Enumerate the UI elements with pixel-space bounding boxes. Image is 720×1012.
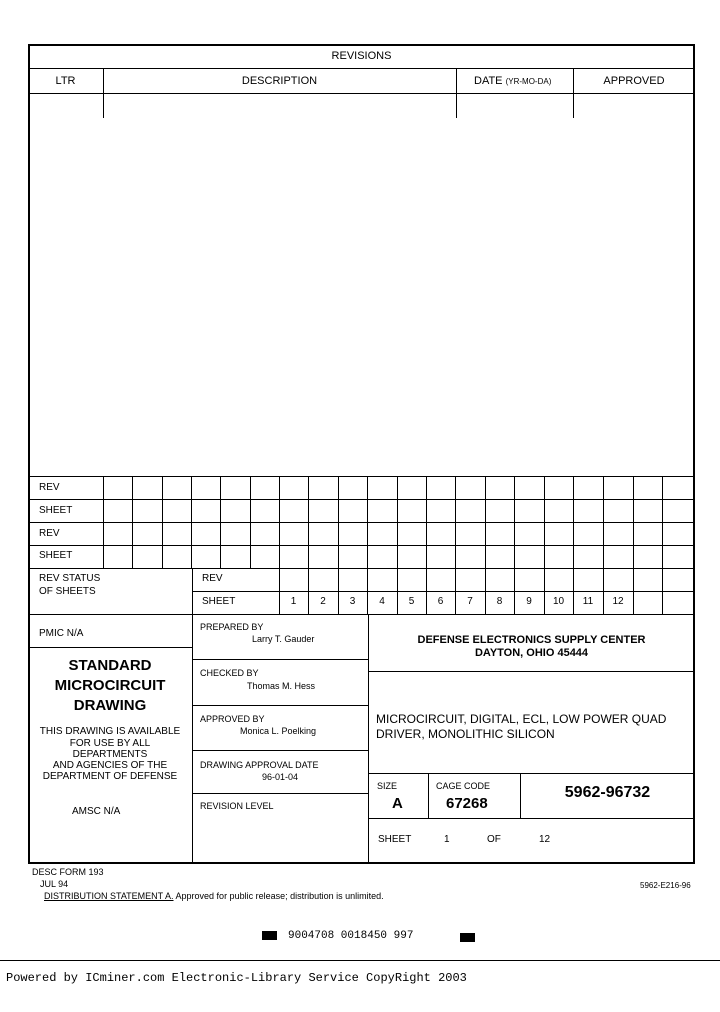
prepared-by-name: Larry T. Gauder	[252, 634, 315, 644]
grid-vline	[455, 568, 456, 614]
sheet-number-10: 10	[552, 596, 565, 607]
powered-by: Powered by ICminer.com Electronic-Library Service CopyRight 2003	[6, 971, 467, 985]
sig-divider-2	[192, 705, 368, 706]
pmic-label: PMIC N/A	[39, 628, 84, 639]
col-approved: APPROVED	[603, 75, 665, 87]
size-cage-divider	[428, 773, 429, 818]
grid-vline	[338, 476, 339, 568]
form-number: DESC FORM 193	[32, 867, 104, 877]
checked-by-label: CHECKED BY	[200, 668, 259, 678]
distribution-statement	[44, 891, 384, 901]
title-left-divider	[192, 614, 193, 864]
sig-divider-1	[192, 659, 368, 660]
grid-vline	[220, 476, 221, 568]
sheet-number-5: 5	[408, 596, 415, 607]
grid-vline	[633, 476, 634, 568]
grid-sheet-label-3: SHEET	[202, 596, 236, 607]
grid-vline	[455, 476, 456, 568]
availability-line5: DEPARTMENT OF DEFENSE	[42, 771, 178, 782]
barcode-text: 9004708 0018450 997	[288, 930, 414, 942]
sheet-number-8: 8	[496, 596, 503, 607]
standard-title-line3: DRAWING	[73, 697, 147, 714]
grid-rev-label-3: REV	[202, 573, 223, 584]
checked-by-name: Thomas M. Hess	[247, 681, 316, 691]
grid-vline	[426, 476, 427, 568]
revisions-title: REVISIONS	[331, 50, 392, 62]
grid-hline	[28, 499, 695, 500]
sheet-number-1: 1	[290, 596, 297, 607]
rev-status-line1: REV STATUS	[39, 573, 101, 584]
sheet-number-3: 3	[349, 596, 356, 607]
rev-col-divider-2	[456, 68, 457, 118]
cage-code-label: CAGE CODE	[436, 781, 491, 791]
approval-date-label: DRAWING APPROVAL DATE	[200, 760, 319, 770]
sheet-number-4: 4	[379, 596, 385, 607]
grid-vline	[573, 476, 574, 568]
revision-level-label: REVISION LEVEL	[200, 801, 274, 811]
col-date-label: DATE	[474, 75, 503, 87]
grid-vline	[485, 476, 486, 568]
approved-by-name: Monica L. Poelking	[240, 726, 317, 736]
rev-status-line2: OF SHEETS	[39, 586, 96, 597]
grid-vline	[426, 568, 427, 614]
availability-line3: DEPARTMENTS	[72, 749, 148, 760]
distribution-label: DISTRIBUTION STATEMENT A.	[44, 891, 174, 901]
sig-divider-4	[192, 793, 368, 794]
col-date-format: (YR-MO-DA)	[505, 77, 552, 86]
sheet-number-6: 6	[437, 596, 444, 607]
grid-vline	[662, 476, 663, 568]
size-value: A	[392, 795, 403, 812]
sheet-number-11: 11	[582, 596, 594, 607]
availability-line2: FOR USE BY ALL	[69, 738, 151, 749]
standard-title-line2: MICROCIRCUIT	[54, 677, 166, 694]
amsc-label: AMSC N/A	[72, 806, 121, 817]
of-value: 12	[539, 834, 551, 845]
description-line1: MICROCIRCUIT, DIGITAL, ECL, LOW POWER QUAD	[376, 712, 667, 726]
sheet-number-12: 12	[612, 596, 624, 607]
grid-vline	[603, 568, 604, 614]
grid-hline	[28, 476, 695, 477]
availability-line4: AND AGENCIES OF THE	[52, 760, 168, 771]
grid-vline	[514, 476, 515, 568]
grid-vline	[514, 568, 515, 614]
grid-vline	[279, 568, 280, 614]
sig-divider-3	[192, 750, 368, 751]
col-ltr: LTR	[55, 75, 76, 87]
grid-hline	[192, 591, 695, 592]
size-label: SIZE	[377, 781, 398, 791]
size-divider	[368, 818, 695, 819]
form-code: 5962-E216-96	[640, 881, 691, 890]
grid-sheet-label-1: SHEET	[39, 505, 73, 516]
col-description: DESCRIPTION	[241, 75, 318, 87]
revisions-header-divider	[28, 93, 695, 94]
grid-vline	[308, 568, 309, 614]
approval-date-value: 96-01-04	[262, 772, 299, 782]
cage-code-value: 67268	[446, 795, 488, 812]
grid-vline	[132, 476, 133, 568]
sheet-label: SHEET	[378, 834, 412, 845]
grid-vline	[338, 568, 339, 614]
grid-vline	[191, 476, 192, 568]
agency-divider	[368, 671, 695, 672]
grid-vline	[573, 568, 574, 614]
prepared-by-label: PREPARED BY	[200, 622, 264, 632]
description-line2: DRIVER, MONOLITHIC SILICON	[376, 727, 555, 741]
title-block-top-line	[28, 614, 695, 615]
col-date	[474, 75, 551, 87]
grid-vline	[308, 476, 309, 568]
grid-vline	[279, 476, 280, 568]
grid-vline	[192, 568, 193, 614]
grid-vline	[603, 476, 604, 568]
grid-vline	[367, 568, 368, 614]
footer-rule	[0, 960, 720, 961]
grid-hline	[28, 522, 695, 523]
sheet-number-7: 7	[467, 596, 473, 607]
grid-vline	[544, 476, 545, 568]
pmic-divider	[28, 647, 192, 648]
revisions-title-divider	[28, 68, 695, 69]
distribution-text: Approved for public release; distribution is unlimited.	[175, 891, 384, 901]
grid-vline	[397, 568, 398, 614]
grid-rev-label-1: REV	[39, 482, 60, 493]
grid-vline	[162, 476, 163, 568]
grid-sheet-label-2: SHEET	[39, 550, 73, 561]
approved-by-label: APPROVED BY	[200, 714, 265, 724]
grid-vline	[250, 476, 251, 568]
barcode-block-right	[460, 933, 475, 942]
grid-hline	[28, 545, 695, 546]
availability-line1: THIS DRAWING IS AVAILABLE	[39, 726, 181, 737]
grid-vline	[633, 568, 634, 614]
grid-vline	[103, 476, 104, 568]
grid-vline	[485, 568, 486, 614]
sheet-number-9: 9	[526, 596, 532, 607]
form-date: JUL 94	[40, 879, 69, 889]
sheet-number-2: 2	[320, 596, 326, 607]
barcode-block-left	[262, 931, 277, 940]
description-divider	[368, 773, 695, 774]
grid-vline	[397, 476, 398, 568]
drawing-number: 5962-96732	[564, 784, 651, 801]
grid-vline	[662, 568, 663, 614]
standard-title-line1: STANDARD	[68, 657, 152, 674]
of-label: OF	[487, 834, 501, 845]
agency-name: DEFENSE ELECTRONICS SUPPLY CENTER	[417, 634, 646, 646]
grid-vline	[367, 476, 368, 568]
sheet-value: 1	[444, 834, 450, 845]
grid-hline	[28, 568, 695, 569]
agency-city: DAYTON, OHIO 45444	[474, 647, 589, 659]
grid-rev-label-2: REV	[39, 528, 60, 539]
grid-vline	[544, 568, 545, 614]
